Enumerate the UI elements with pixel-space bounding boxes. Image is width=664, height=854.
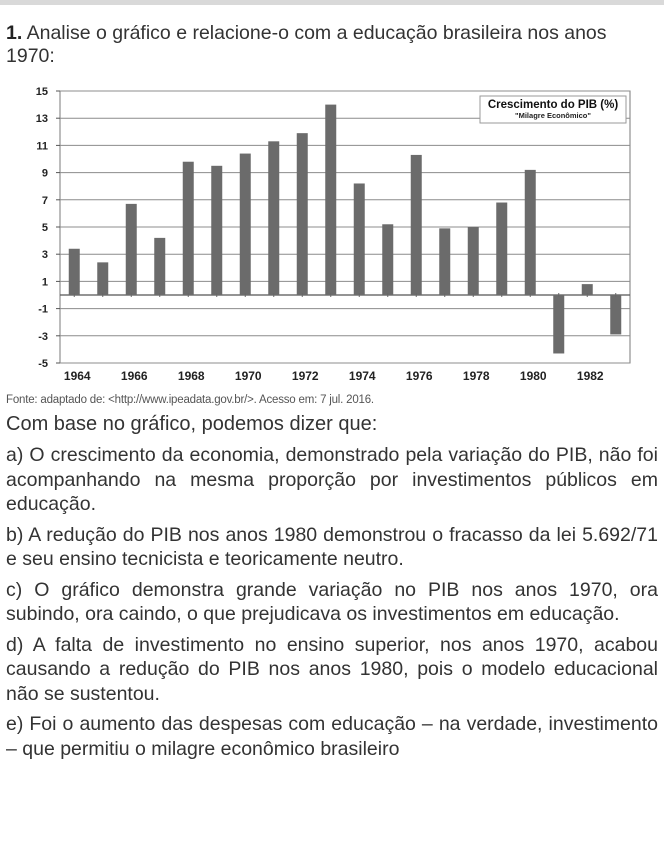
x-tick-label: 1972 [291, 369, 319, 383]
chart-title: Crescimento do PIB (%) [487, 99, 619, 111]
question-prompt: Com base no gráfico, podemos dizer que: [6, 413, 378, 435]
bar-1976 [411, 155, 422, 295]
chart-source: Fonte: adaptado de: <http://www.ipeadata.gov.br/>. Acesso em: 7 jul. 2016. [6, 394, 374, 406]
y-tick-label: -5 [38, 358, 48, 370]
y-tick-label: -3 [38, 330, 48, 343]
bar-1965 [97, 262, 108, 295]
x-tick-label: 1974 [348, 369, 376, 383]
gdp-growth-chart [0, 80, 664, 394]
chart-subtitle: "Milagre Econômico" [515, 111, 591, 120]
y-tick-label: 3 [41, 249, 48, 262]
x-tick-label: 1982 [576, 369, 604, 383]
question-text: Analise o gráfico e relacione-o com a educação brasileira nos anos 1970: [6, 22, 607, 67]
bar-1970 [240, 154, 251, 295]
bar-1972 [297, 133, 308, 295]
y-tick-label: -1 [38, 303, 48, 316]
option-e[interactable]: e) Foi o aumento das despesas com educação – na verdade, investimento – que permitiu o milagre econômico brasileiro [6, 713, 658, 760]
y-tick-label: 5 [41, 222, 48, 234]
top-strip [0, 0, 664, 5]
option-c[interactable]: c) O gráfico demonstra grande variação no PIB nos anos 1970, ora subindo, ora caindo, o que prejudicava os investimentos em educação. [6, 578, 658, 625]
x-tick-label: 1980 [519, 369, 547, 383]
option-d[interactable]: d) A falta de investimento no ensino superior, nos anos 1970, acabou causando a redução do PIB nos anos 1980, pois o modelo educacional não se sustentou. [6, 633, 658, 705]
bar-1974 [354, 183, 365, 295]
x-tick-label: 1970 [234, 369, 262, 383]
y-tick-label: 13 [35, 113, 48, 126]
bar-1968 [183, 162, 194, 295]
bar-1973 [325, 105, 336, 295]
y-tick-label: 11 [36, 140, 48, 153]
bar-1979 [496, 203, 507, 295]
y-tick-label: 1 [41, 276, 48, 289]
question-number: 1. [6, 22, 23, 44]
x-tick-label: 1968 [177, 369, 205, 383]
question-title [6, 22, 658, 68]
option-b[interactable]: b) A redução do PIB nos anos 1980 demonstrou o fracasso da lei 5.692/71 e seu ensino tecnicista e teoricamente neutro. [6, 523, 658, 570]
bar-1977 [439, 228, 450, 295]
bar-1969 [211, 166, 222, 295]
bar-1966 [126, 204, 137, 295]
x-tick-label: 1964 [63, 369, 91, 383]
y-tick-label: 15 [35, 86, 48, 98]
y-tick-label: 7 [41, 194, 48, 207]
y-tick-label: 9 [41, 167, 48, 180]
answer-options [6, 443, 658, 767]
bar-1981 [553, 295, 564, 353]
bar-1983 [610, 295, 621, 334]
bar-1980 [525, 170, 536, 295]
x-tick-label: 1976 [405, 369, 433, 383]
bar-1967 [154, 238, 165, 295]
bar-1975 [382, 224, 393, 295]
x-tick-label: 1978 [462, 369, 490, 383]
bar-1971 [268, 141, 279, 295]
option-a[interactable]: a) O crescimento da economia, demonstrado pela variação do PIB, não foi acompanhando na mesma proporção por investimentos públicos em educação. [6, 444, 658, 515]
x-tick-label: 1966 [120, 369, 148, 383]
bar-1964 [69, 249, 80, 295]
bar-1978 [468, 227, 479, 295]
